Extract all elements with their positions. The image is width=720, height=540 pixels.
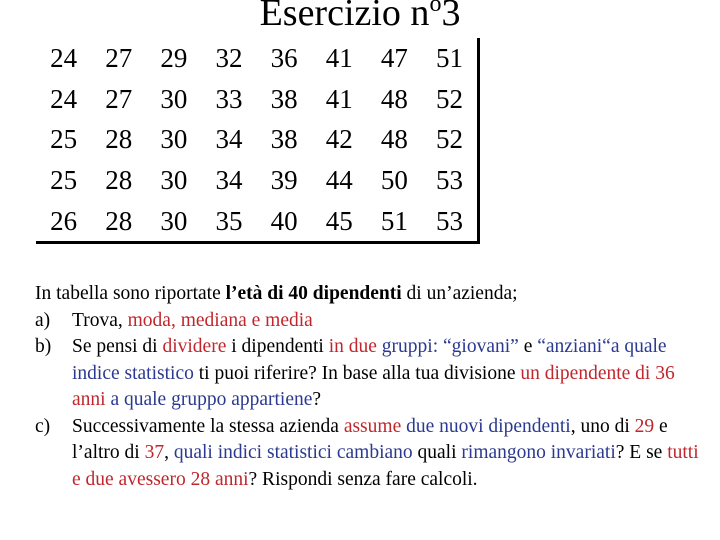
table-cell: 41: [325, 83, 353, 114]
title-degree-sign: o: [429, 0, 442, 17]
question-a-text: Trova,: [72, 309, 128, 331]
table-cell: 26: [50, 205, 78, 236]
table-cell: 52: [435, 124, 463, 155]
question-c-highlight-29: 29: [634, 415, 655, 437]
table-row: [36, 79, 477, 120]
table-cell: 34: [215, 124, 243, 155]
table-cell: 33: [215, 83, 243, 114]
table-cell: 39: [270, 165, 298, 196]
question-b-highlight-dipendente: un dipendente di 36 anni: [72, 362, 675, 410]
intro-text: In tabella sono riportate: [35, 283, 226, 304]
table-cell: 28: [105, 205, 133, 236]
table-cell: 40: [270, 205, 298, 236]
question-b-highlight-dividere: dividere: [162, 336, 227, 357]
question-b-highlight-in-due: in due: [328, 336, 377, 357]
question-c-highlight-nuovi: due nuovi dipendenti: [406, 415, 571, 437]
table-cell: 30: [160, 205, 188, 236]
question-b-body: [72, 334, 705, 414]
question-a: [35, 308, 705, 335]
question-b-highlight-giovani: gruppi: “giovani”: [381, 336, 519, 357]
question-b-highlight-gruppo: a quale gruppo appartiene: [110, 389, 313, 410]
table-cell: 50: [380, 165, 408, 196]
table-cell: 35: [215, 205, 243, 236]
question-c-marker: c): [35, 415, 51, 437]
question-c-text-6: ? E se: [615, 442, 668, 463]
question-b-marker: b): [35, 336, 52, 357]
table-cell: 47: [380, 43, 408, 74]
table-cell: 41: [325, 43, 353, 74]
title-number: 3: [441, 0, 461, 34]
question-b-text-4: ti puoi riferire? In base alla tua divisione: [193, 362, 521, 384]
question-c-text-2: , uno di: [570, 415, 635, 437]
table-row: [36, 119, 477, 160]
table-cell: 28: [105, 124, 133, 155]
table-cell: 29: [160, 43, 188, 74]
table-cell: 51: [380, 205, 408, 236]
table-cell: 38: [270, 124, 298, 155]
ages-table-frame: [36, 38, 480, 244]
table-row: [36, 38, 477, 79]
question-a-highlight: moda, mediana e media: [127, 309, 313, 331]
question-c-text-5: quali: [412, 442, 462, 463]
table-cell: 34: [215, 165, 243, 196]
table-cell: 32: [215, 43, 243, 74]
table-cell: 51: [435, 43, 463, 74]
question-b-text-1: Se pensi di: [72, 336, 163, 357]
intro-paragraph: [35, 281, 705, 308]
title-text: Esercizio n: [259, 0, 430, 34]
table-cell: 48: [380, 124, 408, 155]
table-cell: 53: [435, 205, 463, 236]
table-cell: 52: [435, 83, 463, 114]
table-cell: 30: [160, 165, 188, 196]
question-c-highlight-37: 37: [144, 442, 165, 463]
table-cell: 36: [270, 43, 298, 74]
question-b-end: ?: [312, 389, 322, 410]
question-c-highlight-28-anni: tutti e due avessero 28 anni: [72, 442, 699, 490]
question-c-text-3: e l’altro di: [72, 415, 668, 463]
table-cell: 25: [50, 124, 78, 155]
intro-text-end: di un’azienda;: [401, 283, 518, 304]
exercise-title: [0, 0, 720, 39]
table-cell: 44: [325, 165, 353, 196]
table-cell: 24: [50, 43, 78, 74]
question-a-marker: a): [35, 309, 51, 331]
table-cell: 28: [105, 165, 133, 196]
table-cell: 30: [160, 83, 188, 114]
question-c-highlight-assume: assume: [343, 415, 402, 437]
table-cell: 30: [160, 124, 188, 155]
question-c-highlight-invariati: rimangono invariati: [461, 442, 616, 463]
question-a-body: [72, 308, 705, 335]
table-cell: 48: [380, 83, 408, 114]
question-c-highlight-cambiano: quali indici statistici cambiano: [173, 442, 413, 463]
ages-table: [36, 38, 477, 241]
question-b-text-3: e: [518, 336, 538, 357]
table-row: [36, 200, 477, 241]
table-cell: 53: [435, 165, 463, 196]
question-c-end: ? Rispondi senza fare calcoli.: [248, 468, 478, 490]
table-cell: 45: [325, 205, 353, 236]
question-b-highlight-anziani: “anziani“a quale indice statistico: [72, 336, 667, 384]
exercise-text: [35, 281, 705, 493]
question-c: [35, 414, 705, 494]
question-c-text-4: ,: [164, 442, 174, 463]
intro-bold-text: l’età di 40 dipendenti: [225, 283, 402, 304]
table-cell: 42: [325, 124, 353, 155]
table-cell: 38: [270, 83, 298, 114]
table-cell: 24: [50, 83, 78, 114]
table-cell: 27: [105, 83, 133, 114]
table-cell: 27: [105, 43, 133, 74]
question-b-text-2: i dipendenti: [226, 336, 329, 357]
question-c-text-1: Successivamente la stessa azienda: [72, 415, 344, 437]
question-b: [35, 334, 705, 414]
table-cell: 25: [50, 165, 78, 196]
question-c-body: [72, 414, 705, 494]
table-row: [36, 160, 477, 201]
